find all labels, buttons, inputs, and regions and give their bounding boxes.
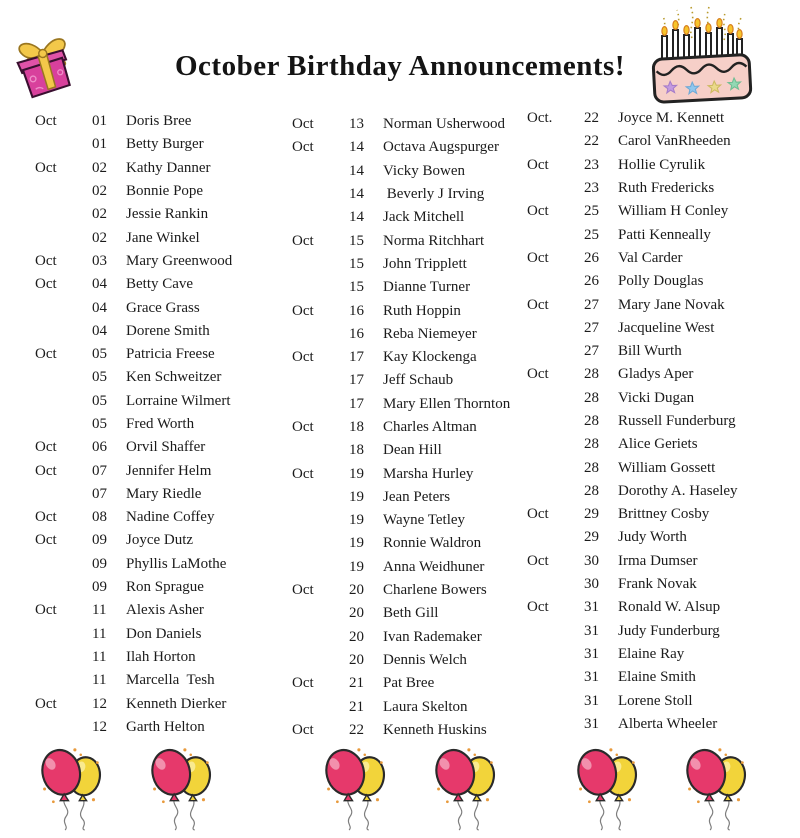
entry-name: Marsha Hurley xyxy=(383,465,474,482)
birthday-entry xyxy=(35,459,232,482)
entry-day: 11 xyxy=(92,602,107,619)
birthday-entry xyxy=(35,553,232,576)
entry-name: Ruth Hoppin xyxy=(383,302,461,319)
entry-month: Oct xyxy=(35,346,57,363)
birthday-entry xyxy=(527,713,738,736)
birthday-entry xyxy=(527,107,738,130)
balloon-pair-icon xyxy=(38,743,102,833)
entry-day: 29 xyxy=(584,506,599,523)
entry-day: 14 xyxy=(349,162,364,179)
entry-name: Jack Mitchell xyxy=(383,209,465,226)
entry-name: Ken Schweitzer xyxy=(126,369,222,386)
birthday-entry xyxy=(292,719,510,742)
entry-day: 19 xyxy=(349,558,364,575)
entry-day: 22 xyxy=(584,133,599,150)
entry-day: 18 xyxy=(349,442,364,459)
entry-day: 17 xyxy=(349,349,364,366)
birthday-entry xyxy=(527,154,738,177)
birthday-entry xyxy=(35,203,232,226)
entry-day: 03 xyxy=(92,252,107,269)
entry-day: 23 xyxy=(584,180,599,197)
birthday-entry xyxy=(527,340,738,363)
entry-name: Kay Klockenga xyxy=(383,349,477,366)
birthday-entry xyxy=(292,626,510,649)
entry-name: Octava Augspurger xyxy=(383,139,499,156)
birthday-entry xyxy=(292,276,510,299)
entry-name: Orvil Shaffer xyxy=(126,439,206,456)
entry-day: 30 xyxy=(584,552,599,569)
entry-name: Reba Niemeyer xyxy=(383,325,477,342)
entry-name: Anna Weidhuner xyxy=(383,558,485,575)
entry-name: William H Conley xyxy=(618,203,729,220)
birthday-entry xyxy=(292,323,510,346)
birthday-entry xyxy=(35,599,232,622)
entry-day: 02 xyxy=(92,159,107,176)
entry-name: Phyllis LaMothe xyxy=(126,555,227,572)
birthday-entry xyxy=(292,695,510,718)
birthday-entry xyxy=(527,363,738,386)
birthday-entry xyxy=(527,387,738,410)
entry-day: 02 xyxy=(92,206,107,223)
entry-day: 04 xyxy=(92,299,107,316)
entry-name: Elaine Smith xyxy=(618,669,696,686)
entry-month: Oct xyxy=(292,302,314,319)
page-title: October Birthday Announcements! xyxy=(175,50,625,82)
birthday-entry xyxy=(35,692,232,715)
birthday-entry xyxy=(292,649,510,672)
entry-name: Jane Winkel xyxy=(126,229,200,246)
entry-day: 15 xyxy=(349,279,364,296)
birthday-entry xyxy=(527,573,738,596)
entry-month: Oct xyxy=(292,232,314,249)
entry-name: Judy Worth xyxy=(618,529,687,546)
entry-day: 07 xyxy=(92,462,107,479)
birthday-entry xyxy=(527,480,738,503)
entry-day: 29 xyxy=(584,529,599,546)
entry-name: Fred Worth xyxy=(126,416,195,432)
entry-month: Oct xyxy=(292,419,314,435)
entry-name: Jacqueline West xyxy=(618,319,715,336)
birthday-entry xyxy=(292,439,510,462)
entry-name: Doris Bree xyxy=(126,113,192,130)
entry-month: Oct xyxy=(292,139,314,156)
entry-month: Oct xyxy=(527,203,549,220)
entry-day: 26 xyxy=(584,249,599,266)
birthday-entry xyxy=(35,366,232,389)
entry-day: 19 xyxy=(349,488,364,505)
entry-day: 05 xyxy=(92,369,107,386)
birthday-entry xyxy=(292,602,510,625)
entry-day: 28 xyxy=(584,482,599,499)
birthday-entry xyxy=(527,410,738,433)
birthday-entry xyxy=(292,299,510,322)
birthday-column xyxy=(35,110,232,739)
entry-day: 31 xyxy=(584,715,599,732)
balloon-pair-icon xyxy=(574,743,638,833)
birthday-entry xyxy=(35,669,232,692)
entry-day: 20 xyxy=(349,651,364,668)
entry-day: 28 xyxy=(584,366,599,383)
entry-day: 11 xyxy=(92,648,107,665)
entry-name: Patricia Freese xyxy=(126,346,215,363)
entry-name: Charlene Bowers xyxy=(383,582,487,599)
balloon-pair-icon xyxy=(683,743,747,833)
entry-name: Ruth Fredericks xyxy=(618,180,715,197)
entry-day: 31 xyxy=(584,669,599,686)
birthday-entry xyxy=(35,646,232,669)
entry-month: Oct. xyxy=(527,110,553,127)
entry-day: 26 xyxy=(584,273,599,290)
entry-name: Jennifer Helm xyxy=(126,462,212,479)
entry-name: Gladys Aper xyxy=(618,366,694,383)
entry-day: 09 xyxy=(92,532,107,549)
entry-name: Dorothy A. Haseley xyxy=(618,482,738,499)
entry-month: Oct xyxy=(35,695,57,712)
birthday-entry xyxy=(527,550,738,573)
entry-day: 01 xyxy=(92,113,107,130)
entry-name: Kenneth Huskins xyxy=(383,721,487,738)
entry-name: Polly Douglas xyxy=(618,273,704,290)
entry-name: Judy Funderburg xyxy=(618,622,720,639)
balloon-pair-icon xyxy=(148,743,212,833)
entry-month: Oct xyxy=(527,249,549,266)
entry-day: 18 xyxy=(349,419,364,435)
entry-name: Lorene Stoll xyxy=(618,692,693,709)
entry-day: 17 xyxy=(349,395,364,412)
entry-day: 02 xyxy=(92,183,107,200)
entry-day: 30 xyxy=(584,576,599,593)
entry-day: 13 xyxy=(349,116,364,133)
entry-name: Kathy Danner xyxy=(126,159,211,176)
entry-name: Frank Novak xyxy=(618,576,697,593)
entry-month: Oct xyxy=(35,532,57,549)
entry-day: 11 xyxy=(92,672,107,689)
entry-day: 23 xyxy=(584,156,599,173)
birthday-entry xyxy=(292,113,510,136)
entry-name: Wayne Tetley xyxy=(383,512,466,529)
entry-month: Oct xyxy=(292,721,314,738)
entry-day: 04 xyxy=(92,276,107,293)
birthday-entry xyxy=(527,643,738,666)
birthday-entry xyxy=(527,433,738,456)
entry-name: Elaine Ray xyxy=(618,645,685,662)
entry-name: Mary Greenwood xyxy=(126,252,233,269)
entry-day: 12 xyxy=(92,695,107,712)
entry-name: Alexis Asher xyxy=(126,602,204,619)
birthday-entry xyxy=(527,130,738,153)
entry-day: 20 xyxy=(349,605,364,622)
entry-name: Betty Cave xyxy=(126,276,194,293)
entry-name: Lorraine Wilmert xyxy=(126,392,231,409)
entry-name: Irma Dumser xyxy=(618,552,698,569)
entry-day: 14 xyxy=(349,139,364,156)
entry-name: Beth Gill xyxy=(383,605,439,622)
entry-month: Oct xyxy=(527,506,549,523)
birthday-entry xyxy=(35,390,232,413)
birthday-column xyxy=(527,107,738,736)
birthday-entry xyxy=(35,110,232,133)
birthday-entry xyxy=(292,486,510,509)
entry-name: Joyce M. Kennett xyxy=(618,110,725,127)
entry-name: Kenneth Dierker xyxy=(126,695,227,712)
entry-month: Oct xyxy=(35,509,57,526)
entry-day: 07 xyxy=(92,485,107,502)
entry-day: 31 xyxy=(584,692,599,709)
birthday-entry xyxy=(35,483,232,506)
entry-name: Norma Ritchhart xyxy=(383,232,485,249)
birthday-entry xyxy=(35,529,232,552)
birthday-entry xyxy=(35,436,232,459)
entry-name: Ivan Rademaker xyxy=(383,628,482,645)
entry-day: 21 xyxy=(349,675,364,692)
entry-month: Oct xyxy=(527,599,549,616)
entry-name: Dean Hill xyxy=(383,442,442,459)
birthday-entry xyxy=(292,160,510,183)
birthday-entry xyxy=(292,393,510,416)
birthday-entry xyxy=(35,576,232,599)
entry-name: Dianne Turner xyxy=(383,279,471,296)
entry-day: 14 xyxy=(349,209,364,226)
entry-day: 31 xyxy=(584,599,599,616)
entry-month: Oct xyxy=(527,366,549,383)
entry-name: Pat Bree xyxy=(383,675,435,692)
entry-name: Laura Skelton xyxy=(383,698,468,715)
birthday-entry xyxy=(527,270,738,293)
entry-name: Garth Helton xyxy=(126,718,205,735)
entry-name: William Gossett xyxy=(618,459,716,476)
entry-name: Vicky Bowen xyxy=(383,162,466,179)
entry-name: Ronald W. Alsup xyxy=(618,599,721,616)
entry-name: Alice Geriets xyxy=(618,436,698,453)
entry-name: John Tripplett xyxy=(383,255,467,272)
balloon-pair-icon xyxy=(432,743,496,833)
birthday-entry xyxy=(292,509,510,532)
entry-name: Beverly J Irving xyxy=(383,186,485,203)
entry-day: 08 xyxy=(92,509,107,526)
entry-day: 27 xyxy=(584,319,599,336)
entry-day: 28 xyxy=(584,389,599,406)
entry-month: Oct xyxy=(35,439,57,456)
entry-day: 20 xyxy=(349,582,364,599)
entry-day: 12 xyxy=(92,718,107,735)
birthday-entry xyxy=(35,250,232,273)
birthday-entry xyxy=(527,666,738,689)
entry-name: Vicki Dugan xyxy=(618,389,695,406)
entry-month: Oct xyxy=(35,252,57,269)
entry-day: 22 xyxy=(349,721,364,738)
entry-day: 15 xyxy=(349,232,364,249)
entry-day: 27 xyxy=(584,343,599,360)
entry-name: Jeff Schaub xyxy=(383,372,454,389)
birthday-entry xyxy=(292,206,510,229)
entry-month: Oct xyxy=(292,116,314,133)
entry-name: Bonnie Pope xyxy=(126,183,204,200)
entry-day: 05 xyxy=(92,346,107,363)
entry-name: Ronnie Waldron xyxy=(383,535,482,552)
birthday-entry xyxy=(527,596,738,619)
entry-day: 14 xyxy=(349,186,364,203)
entry-day: 19 xyxy=(349,512,364,529)
entry-day: 17 xyxy=(349,372,364,389)
birthday-entry xyxy=(35,623,232,646)
entry-day: 05 xyxy=(92,392,107,409)
entry-name: Hollie Cyrulik xyxy=(618,156,706,173)
entry-name: Mary Jane Novak xyxy=(618,296,725,313)
entry-name: Grace Grass xyxy=(126,299,200,316)
entry-month: Oct xyxy=(35,113,57,130)
entry-name: Nadine Coffey xyxy=(126,509,215,526)
entry-day: 21 xyxy=(349,698,364,715)
birthday-entry xyxy=(292,462,510,485)
entry-name: Charles Altman xyxy=(383,419,477,435)
entry-name: Betty Burger xyxy=(126,136,204,153)
birthday-entry xyxy=(527,200,738,223)
entry-day: 25 xyxy=(584,203,599,220)
entry-name: Carol VanRheeden xyxy=(618,133,731,150)
birthday-entry xyxy=(527,317,738,340)
entry-month: Oct xyxy=(292,675,314,692)
entry-name: Norman Usherwood xyxy=(383,116,506,133)
entry-name: Ron Sprague xyxy=(126,579,204,596)
entry-month: Oct xyxy=(292,582,314,599)
birthday-entry xyxy=(292,346,510,369)
birthday-column xyxy=(292,113,510,742)
birthday-cake-icon xyxy=(634,2,774,106)
balloon-pair-icon xyxy=(322,743,386,833)
entry-day: 19 xyxy=(349,535,364,552)
entry-day: 05 xyxy=(92,416,107,432)
entry-name: Alberta Wheeler xyxy=(618,715,718,732)
entry-day: 11 xyxy=(92,625,107,642)
entry-month: Oct xyxy=(527,156,549,173)
entry-name: Brittney Cosby xyxy=(618,506,710,523)
entry-name: Marcella Tesh xyxy=(126,672,215,689)
entry-day: 28 xyxy=(584,413,599,429)
entry-name: Dennis Welch xyxy=(383,651,467,668)
entry-name: Bill Wurth xyxy=(618,343,682,360)
birthday-entry xyxy=(292,229,510,252)
entry-day: 06 xyxy=(92,439,107,456)
entry-month: Oct xyxy=(35,602,57,619)
entry-name: Patti Kenneally xyxy=(618,226,711,243)
entry-name: Mary Ellen Thornton xyxy=(383,395,511,412)
entry-name: Russell Funderburg xyxy=(618,413,736,429)
birthday-entry xyxy=(35,157,232,180)
birthday-entry xyxy=(527,689,738,712)
entry-name: Val Carder xyxy=(618,249,683,266)
entry-name: Jessie Rankin xyxy=(126,206,209,223)
birthday-entry xyxy=(35,133,232,156)
birthday-entry xyxy=(35,296,232,319)
birthday-entry xyxy=(527,526,738,549)
birthday-entry xyxy=(35,506,232,529)
birthday-entry xyxy=(292,579,510,602)
birthday-entry xyxy=(527,293,738,316)
birthday-entry xyxy=(527,177,738,200)
entry-month: Oct xyxy=(35,159,57,176)
entry-name: Don Daniels xyxy=(126,625,202,642)
entry-day: 19 xyxy=(349,465,364,482)
entry-month: Oct xyxy=(292,349,314,366)
entry-day: 31 xyxy=(584,622,599,639)
entry-day: 09 xyxy=(92,555,107,572)
birthday-entry xyxy=(35,273,232,296)
entry-day: 01 xyxy=(92,136,107,153)
entry-name: Jean Peters xyxy=(383,488,451,505)
birthday-entry xyxy=(35,716,232,739)
entry-name: Ilah Horton xyxy=(126,648,196,665)
entry-day: 25 xyxy=(584,226,599,243)
birthday-entry xyxy=(527,223,738,246)
entry-name: Dorene Smith xyxy=(126,322,210,339)
birthday-entry xyxy=(35,413,232,436)
entry-day: 28 xyxy=(584,459,599,476)
birthday-entry xyxy=(527,247,738,270)
entry-month: Oct xyxy=(35,462,57,479)
entry-day: 28 xyxy=(584,436,599,453)
entry-day: 09 xyxy=(92,579,107,596)
entry-day: 16 xyxy=(349,302,364,319)
entry-month: Oct xyxy=(292,465,314,482)
birthday-entry xyxy=(35,180,232,203)
entry-month: Oct xyxy=(35,276,57,293)
entry-day: 04 xyxy=(92,322,107,339)
birthday-entry xyxy=(292,416,510,439)
entry-day: 20 xyxy=(349,628,364,645)
birthday-entry xyxy=(292,183,510,206)
birthday-entry xyxy=(292,136,510,159)
entry-month: Oct xyxy=(527,552,549,569)
birthday-entry xyxy=(35,226,232,249)
birthday-entry xyxy=(35,320,232,343)
entry-name: Joyce Dutz xyxy=(126,532,194,549)
birthday-entry xyxy=(527,503,738,526)
birthday-entry xyxy=(527,620,738,643)
entry-day: 27 xyxy=(584,296,599,313)
entry-day: 02 xyxy=(92,229,107,246)
entry-month: Oct xyxy=(527,296,549,313)
birthday-entry xyxy=(292,253,510,276)
birthday-entry xyxy=(527,456,738,479)
birthday-entry xyxy=(35,343,232,366)
entry-name: Mary Riedle xyxy=(126,485,202,502)
entry-day: 31 xyxy=(584,645,599,662)
birthday-entry xyxy=(292,369,510,392)
entry-day: 15 xyxy=(349,255,364,272)
entry-day: 16 xyxy=(349,325,364,342)
birthday-entry xyxy=(292,532,510,555)
birthday-entry xyxy=(292,556,510,579)
entry-day: 22 xyxy=(584,110,599,127)
birthday-entry xyxy=(292,672,510,695)
